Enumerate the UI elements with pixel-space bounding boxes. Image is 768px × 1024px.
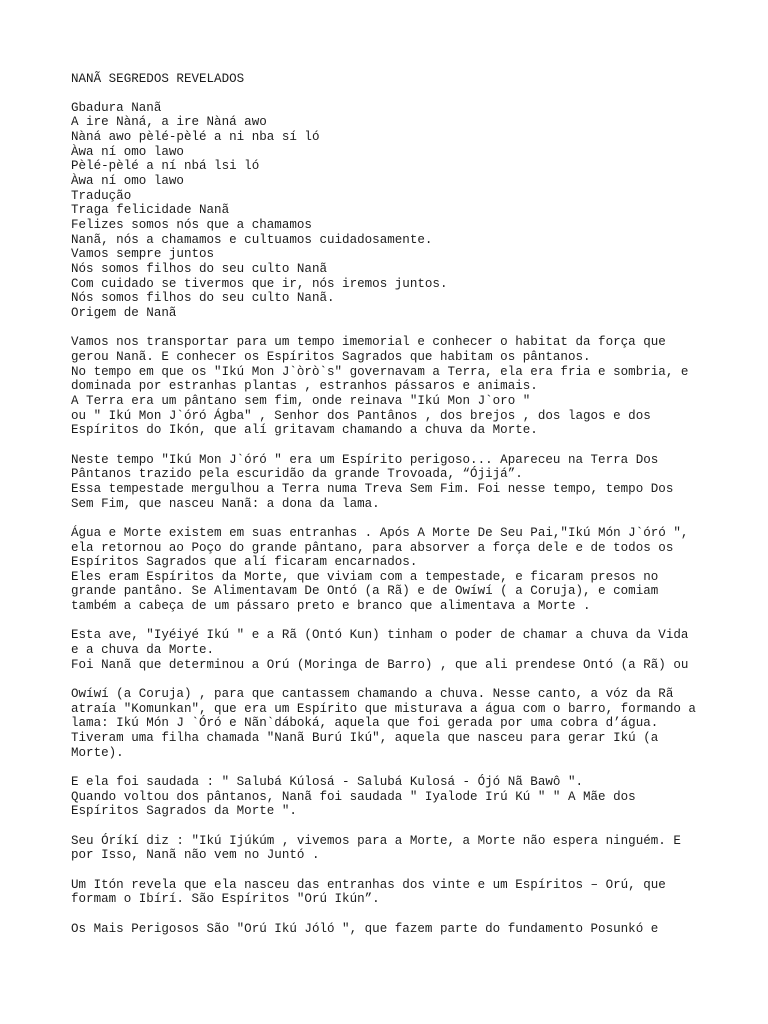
text-line: Um Itón revela que ela nasceu das entranhas dos vinte e um Espíritos – Orú, que bbox=[71, 877, 666, 892]
text-line: Nós somos filhos do seu culto Nanã bbox=[71, 262, 327, 277]
text-line: também a cabeça de um pássaro preto e branco que alimentava a Morte . bbox=[71, 599, 591, 614]
text-line: formam o Ibírí. São Espíritos "Orú Ikún”. bbox=[71, 892, 380, 907]
text-line: A ire Nàná, a ire Nàná awo bbox=[71, 115, 267, 130]
text-line: ela retornou ao Poço do grande pântano, para absorver a força dele e de todos os bbox=[71, 540, 674, 555]
text-line: dominada por estranhas plantas , estranhos pássaros e animais. bbox=[71, 379, 538, 394]
text-line: gerou Nanã. E conhecer os Espíritos Sagrados que habitam os pântanos. bbox=[71, 349, 591, 364]
text-line: Água e Morte existem em suas entranhas . Após A Morte De Seu Pai,"Ikú Món J`óró ", bbox=[71, 525, 689, 540]
text-line: A Terra era um pântano sem fim, onde reinava "Ikú Mon J`oro " bbox=[71, 393, 531, 408]
text-line: Esta ave, "Iyéiyé Ikú " e a Rã (Ontó Kun) tinham o poder de chamar a chuva da Vida bbox=[71, 628, 689, 643]
paragraph bbox=[71, 687, 768, 760]
paragraph bbox=[71, 878, 768, 907]
text-line: Felizes somos nós que a chamamos bbox=[71, 218, 312, 233]
text-line: Morte). bbox=[71, 745, 124, 760]
document-title: NANÃ SEGREDOS REVELADOS bbox=[71, 71, 245, 86]
text-line: Espíritos Sagrados da Morte ". bbox=[71, 804, 297, 819]
text-line: lama: Ikú Món J `Óró e Nãn`dáboká, aquela que foi gerada por uma cobra d’água. bbox=[71, 716, 659, 731]
text-line: Nàná awo pèlé-pèlé a ni nba sí ló bbox=[71, 130, 320, 145]
text-line: ou " Ikú Mon J`óró Ágba" , Senhor dos Pantânos , dos brejos , dos lagos e dos bbox=[71, 408, 651, 423]
text-line: Nós somos filhos do seu culto Nanã. bbox=[71, 291, 335, 306]
text-line: Àwa ní omo lawo bbox=[71, 174, 184, 189]
paragraph bbox=[71, 834, 768, 863]
paragraph bbox=[71, 453, 768, 512]
text-line: Tiveram uma filha chamada "Nanã Burú Ikú", aquela que nasceu para gerar Ikú (a bbox=[71, 731, 659, 746]
text-line: Vamos sempre juntos bbox=[71, 247, 215, 262]
text-line: por Isso, Nanã não vem no Juntó . bbox=[71, 848, 320, 863]
text-line: No tempo em que os "Ikú Mon J`òrò`s" governavam a Terra, ela era fria e sombria, e bbox=[71, 364, 689, 379]
text-line: Vamos nos transportar para um tempo imemorial e conhecer o habitat da força que bbox=[71, 335, 666, 350]
section-heading: Tradução bbox=[71, 188, 132, 203]
text-line: Pèlé-pèlé a ní nbá lsi ló bbox=[71, 159, 260, 174]
text-line: Sem Fim, que nasceu Nanã: a dona da lama. bbox=[71, 496, 380, 511]
section-heading: Gbadura Nanã bbox=[71, 100, 162, 115]
text-line: Quando voltou dos pântanos, Nanã foi saudada " Iyalode Irú Kú " " A Mãe dos bbox=[71, 789, 636, 804]
prayer-block bbox=[71, 101, 768, 321]
text-line: Traga felicidade Nanã bbox=[71, 203, 230, 218]
paragraph bbox=[71, 775, 768, 819]
text-line: Com cuidado se tivermos que ir, nós iremos juntos. bbox=[71, 276, 448, 291]
text-line: Os Mais Perigosos São "Orú Ikú Jóló ", que fazem parte do fundamento Posunkó e bbox=[71, 921, 659, 936]
paragraph bbox=[71, 628, 768, 672]
section-heading: Origem de Nanã bbox=[71, 306, 177, 320]
text-line: Seu Óríkí diz : "Ikú Ijúkúm , vivemos para a Morte, a Morte não espera ninguém. E bbox=[71, 833, 681, 848]
text-line: Àwa ní omo lawo bbox=[71, 144, 184, 159]
text-line: atraía "Komunkan", que era um Espírito que misturava a água com o barro, formando a bbox=[71, 701, 696, 716]
text-line: Neste tempo "Ikú Mon J`óró " era um Espírito perigoso... Apareceu na Terra Dos bbox=[71, 452, 659, 467]
text-line: E ela foi saudada : " Salubá Kúlosá - Salubá Kulosá - Ójó Nã Bawô ". bbox=[71, 775, 583, 789]
title-block bbox=[71, 72, 768, 87]
text-line: Pântanos trazido pela escuridão da grande Trovoada, “Ójijá”. bbox=[71, 467, 523, 482]
text-line: Owíwí (a Coruja) , para que cantassem chamando a chuva. Nesse canto, a vóz da Rã bbox=[71, 687, 674, 702]
text-line: Nanã, nós a chamamos e cultuamos cuidadosamente. bbox=[71, 232, 433, 247]
text-line: Eles eram Espíritos da Morte, que viviam com a tempestade, e ficaram presos no bbox=[71, 569, 659, 584]
paragraph bbox=[71, 335, 768, 438]
paragraph bbox=[71, 922, 768, 937]
text-line: Espíritos Sagrados que alí ficaram encarnados. bbox=[71, 555, 418, 570]
paragraph bbox=[71, 526, 768, 614]
text-line: Essa tempestade mergulhou a Terra numa Treva Sem Fim. Foi nesse tempo, tempo Dos bbox=[71, 481, 674, 496]
text-line: grande pantâno. Se Alimentavam De Ontó (a Rã) e de Owíwí ( a Coruja), e comiam bbox=[71, 584, 659, 599]
text-line: e a chuva da Morte. bbox=[71, 643, 215, 658]
text-line: Foi Nanã que determinou a Orú (Moringa de Barro) , que ali prendese Ontó (a Rã) ou bbox=[71, 657, 689, 672]
text-line: Espíritos do Ikón, que alí gritavam chamando a chuva da Morte. bbox=[71, 423, 538, 438]
